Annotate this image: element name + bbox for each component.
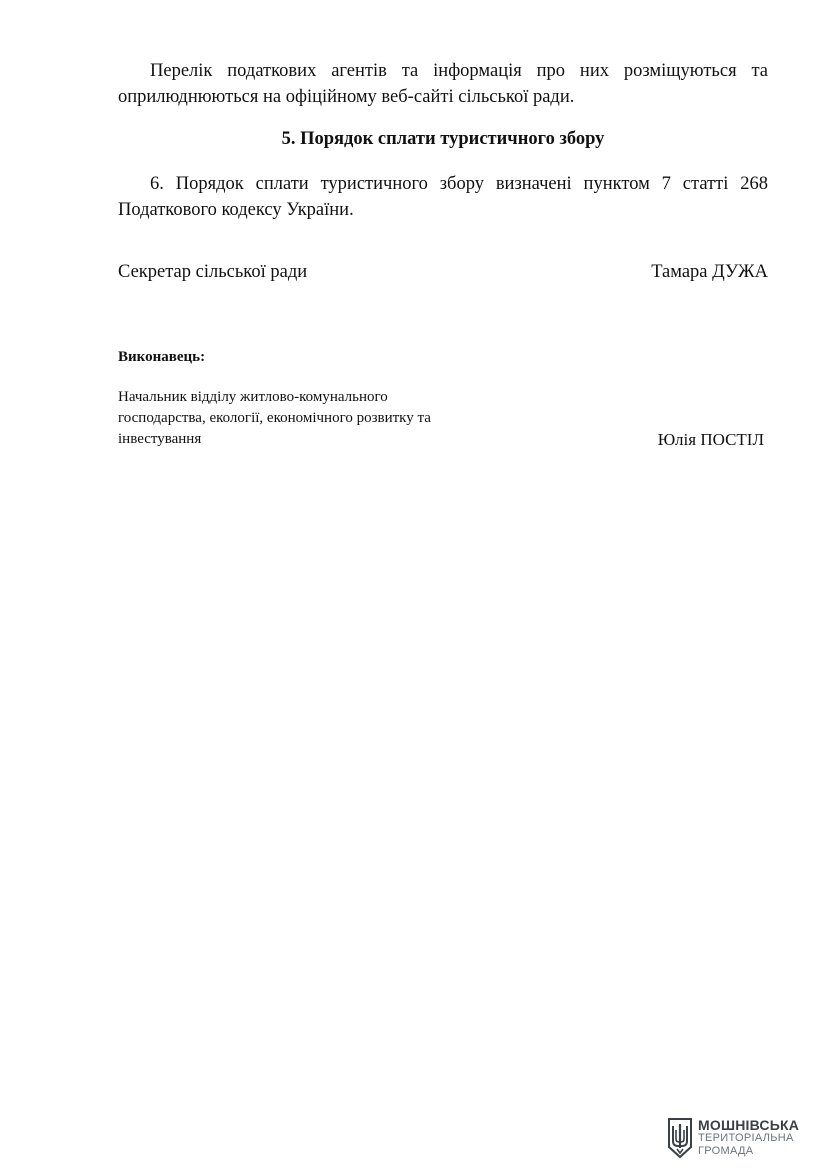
paragraph-tax-agents: Перелік податкових агентів та інформація про них розміщуються та оприлюднюються на офіційному веб-сайті сільської ради. xyxy=(118,61,768,107)
section-heading: 5. Порядок сплати туристичного збору xyxy=(281,129,605,149)
logo-subtitle: ТЕРИТОРІАЛЬНА xyxy=(698,1131,794,1144)
executor-label: Виконавець: xyxy=(118,349,206,365)
signature-row xyxy=(118,259,768,285)
executor-name: Юлія ПОСТІЛ xyxy=(657,430,764,449)
signature-name: Тамара ДУЖА xyxy=(651,262,768,282)
trident-icon xyxy=(667,1117,693,1159)
executor-position-line: Начальник відділу житлово-комунального xyxy=(118,389,388,405)
paragraph-payment-order: 6. Порядок сплати туристичного збору визначені пунктом 7 статті 268 Податкового кодексу України. xyxy=(118,174,768,220)
logo-title: МОШНІВСЬКА xyxy=(698,1116,800,1133)
logo-text xyxy=(698,1116,800,1158)
community-logo xyxy=(667,1115,817,1161)
executor-position-line: господарства, екології, економічного розвитку та xyxy=(118,410,431,426)
signature-position: Секретар сільської ради xyxy=(118,262,308,282)
logo-subtitle: ГРОМАДА xyxy=(698,1144,754,1157)
executor-position-line: інвестування xyxy=(118,431,202,447)
executor-position xyxy=(118,387,488,450)
executor-block xyxy=(118,387,768,453)
